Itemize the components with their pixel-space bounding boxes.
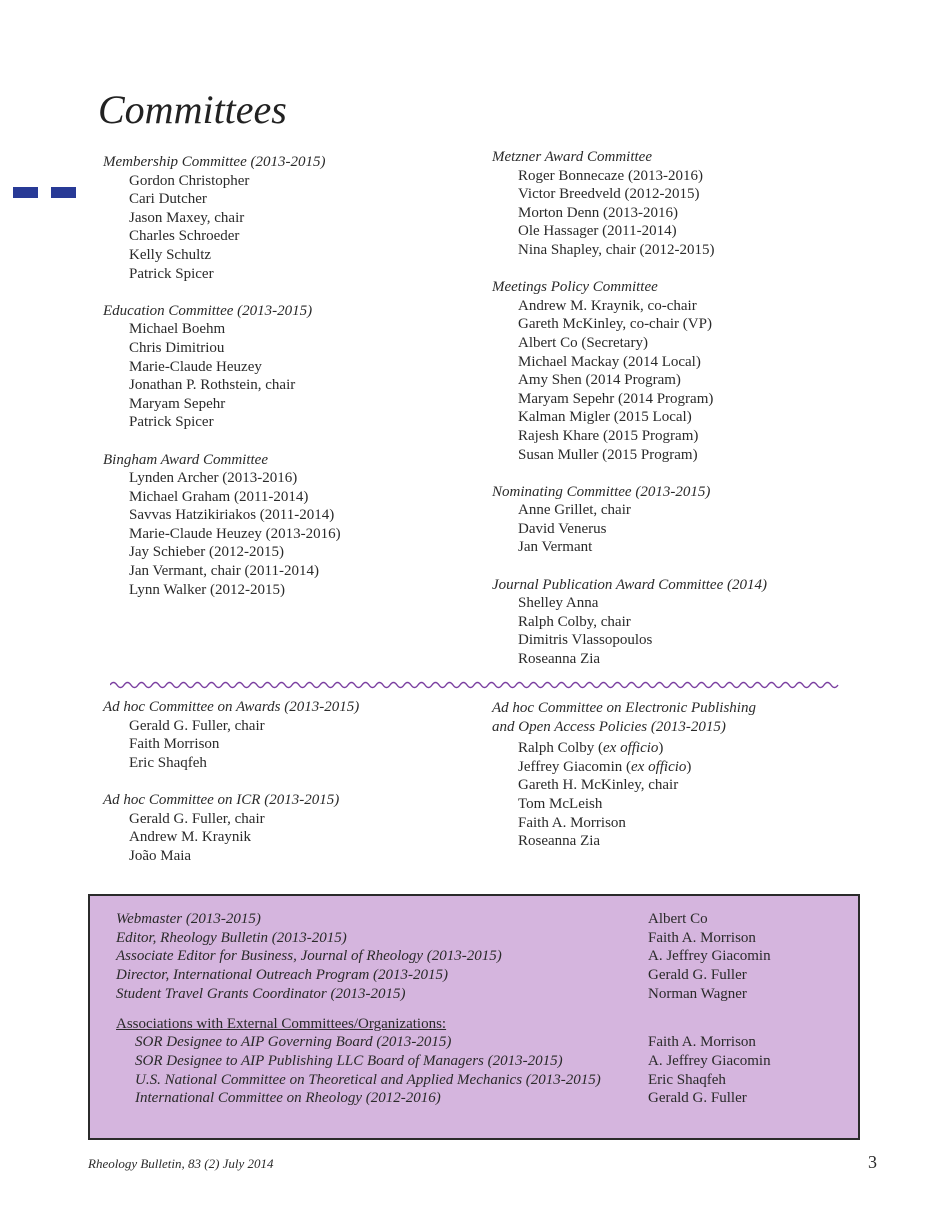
member: Shelley Anna <box>518 595 599 612</box>
member: Gareth McKinley, co-chair (VP) <box>518 316 712 333</box>
member: Morton Denn (2013-2016) <box>518 204 678 221</box>
association-role: SOR Designee to AIP Governing Board (2013-2015) <box>135 1034 452 1050</box>
officer-name: A. Jeffrey Giacomin <box>648 948 771 964</box>
member: Gareth H. McKinley, chair <box>518 777 679 794</box>
member: Susan Muller (2015 Program) <box>518 446 698 463</box>
member: Andrew M. Kraynik, co-chair <box>518 297 697 314</box>
association-name: A. Jeffrey Giacomin <box>648 1053 771 1069</box>
right-column <box>492 148 767 687</box>
association-name: Eric Shaqfeh <box>648 1072 726 1088</box>
committee-adhoc-icr <box>103 791 359 865</box>
member: Gerald G. Fuller, chair <box>129 810 265 827</box>
officers-box <box>88 894 860 1140</box>
member: Dimitris Vlassopoulos <box>518 632 653 649</box>
officer-name: Norman Wagner <box>648 986 747 1002</box>
member: Jan Vermant, chair (2011-2014) <box>129 563 319 580</box>
member: Maryam Sepehr (2014 Program) <box>518 390 714 407</box>
member: Charles Schroeder <box>129 228 240 245</box>
member-name: Jeffrey Giacomin ( <box>518 758 632 775</box>
member: Faith A. Morrison <box>518 814 626 831</box>
member: João Maia <box>129 847 192 864</box>
member: Lynden Archer (2013-2016) <box>129 470 298 487</box>
member: Ralph Colby, chair <box>518 613 631 630</box>
associations-heading: Associations with External Committees/Organizations: <box>116 1016 447 1032</box>
association-role: International Committee on Rheology (2012-2016) <box>135 1090 441 1106</box>
committee-title: Meetings Policy Committee <box>492 279 658 296</box>
member: Gerald G. Fuller, chair <box>129 717 265 734</box>
member <box>492 758 756 777</box>
officer-role: Director, International Outreach Program (2013-2015) <box>116 967 449 983</box>
committee-meetings-policy <box>492 278 767 464</box>
member-role: ex officio <box>631 758 687 775</box>
member-name: Ralph Colby ( <box>518 740 603 757</box>
officer-role: Associate Editor for Business, Journal of Rheology (2013-2015) <box>116 948 502 964</box>
committee-title: Ad hoc Committee on Awards (2013-2015) <box>103 699 360 715</box>
member: Faith Morrison <box>129 736 220 753</box>
member: Patrick Spicer <box>129 265 214 282</box>
left-column <box>103 153 341 618</box>
decor-mark <box>51 187 76 198</box>
member: David Venerus <box>518 520 607 537</box>
member: Michael Boehm <box>129 321 226 338</box>
adhoc-left-column <box>103 698 359 884</box>
adhoc-right-column <box>492 699 756 851</box>
committee-title: Ad hoc Committee on ICR (2013-2015) <box>103 791 340 808</box>
member: Ole Hassager (2011-2014) <box>518 223 677 240</box>
officer-name: Gerald G. Fuller <box>648 967 747 983</box>
member: Albert Co (Secretary) <box>518 334 648 351</box>
member: Andrew M. Kraynik <box>129 829 252 846</box>
member: Tom McLeish <box>518 795 603 812</box>
member: Jason Maxey, chair <box>129 209 245 226</box>
member: Roger Bonnecaze (2013-2016) <box>518 167 703 184</box>
member: Michael Mackay (2014 Local) <box>518 353 701 370</box>
committee-title: Metzner Award Committee <box>492 149 652 165</box>
member: Roseanna Zia <box>518 651 601 668</box>
committee-education <box>103 302 341 432</box>
member: Cari Dutcher <box>129 191 207 208</box>
officer-role: Editor, Rheology Bulletin (2013-2015) <box>116 930 347 946</box>
member: Marie-Claude Heuzey <box>129 358 262 375</box>
member: Gordon Christopher <box>129 172 250 189</box>
officer-role: Webmaster (2013-2015) <box>116 911 261 927</box>
committee-membership <box>103 153 341 283</box>
committee-title: Education Committee (2013-2015) <box>103 302 313 319</box>
committee-title: Nominating Committee (2013-2015) <box>492 483 711 500</box>
member: Anne Grillet, chair <box>518 502 631 519</box>
committee-metzner <box>492 148 767 260</box>
decor-mark <box>13 187 38 198</box>
association-name: Gerald G. Fuller <box>648 1090 747 1106</box>
committee-title: Journal Publication Award Committee (2014) <box>492 576 767 593</box>
member: Jan Vermant <box>518 539 593 556</box>
association-role: SOR Designee to AIP Publishing LLC Board of Managers (2013-2015) <box>135 1053 563 1069</box>
member: Amy Shen (2014 Program) <box>518 372 681 389</box>
member: Nina Shapley, chair (2012-2015) <box>518 241 715 258</box>
committee-bingham <box>103 451 341 600</box>
member: Jonathan P. Rothstein, chair <box>129 377 296 394</box>
officer-name: Faith A. Morrison <box>648 930 756 946</box>
member: Jay Schieber (2012-2015) <box>129 544 284 561</box>
committee-journal-award <box>492 576 767 669</box>
committee-title: Ad hoc Committee on Electronic Publishing <box>492 700 756 716</box>
member: Eric Shaqfeh <box>129 754 207 771</box>
wavy-divider <box>110 678 840 692</box>
committee-nominating <box>492 483 767 557</box>
member: Roseanna Zia <box>518 833 601 850</box>
committee-title-continued: and Open Access Policies (2013-2015) <box>492 718 726 735</box>
officer-name: Albert Co <box>648 911 708 927</box>
member: Rajesh Khare (2015 Program) <box>518 427 699 444</box>
member <box>492 739 756 758</box>
member-close: ) <box>658 740 664 757</box>
member: Patrick Spicer <box>129 414 214 431</box>
member: Lynn Walker (2012-2015) <box>129 581 285 598</box>
committee-title: Membership Committee (2013-2015) <box>103 154 326 170</box>
member: Kelly Schultz <box>129 246 212 263</box>
page-title: Committees <box>98 87 287 132</box>
footer-citation: Rheology Bulletin, 83 (2) July 2014 <box>88 1156 274 1171</box>
member: Marie-Claude Heuzey (2013-2016) <box>129 525 341 542</box>
member: Kalman Migler (2015 Local) <box>518 409 692 426</box>
member: Michael Graham (2011-2014) <box>129 488 309 505</box>
officer-role: Student Travel Grants Coordinator (2013-2015) <box>116 986 406 1002</box>
member: Maryam Sepehr <box>129 395 226 412</box>
page-number: 3 <box>868 1152 877 1172</box>
committee-adhoc-awards <box>103 698 359 772</box>
member: Savvas Hatzikiriakos (2011-2014) <box>129 507 335 524</box>
member-close: ) <box>686 758 692 775</box>
association-role: U.S. National Committee on Theoretical and Applied Mechanics (2013-2015) <box>135 1072 601 1088</box>
member: Chris Dimitriou <box>129 339 225 356</box>
association-name: Faith A. Morrison <box>648 1034 756 1050</box>
member: Victor Breedveld (2012-2015) <box>518 186 700 203</box>
committee-title: Bingham Award Committee <box>103 451 268 468</box>
member-role: ex officio <box>603 740 659 757</box>
